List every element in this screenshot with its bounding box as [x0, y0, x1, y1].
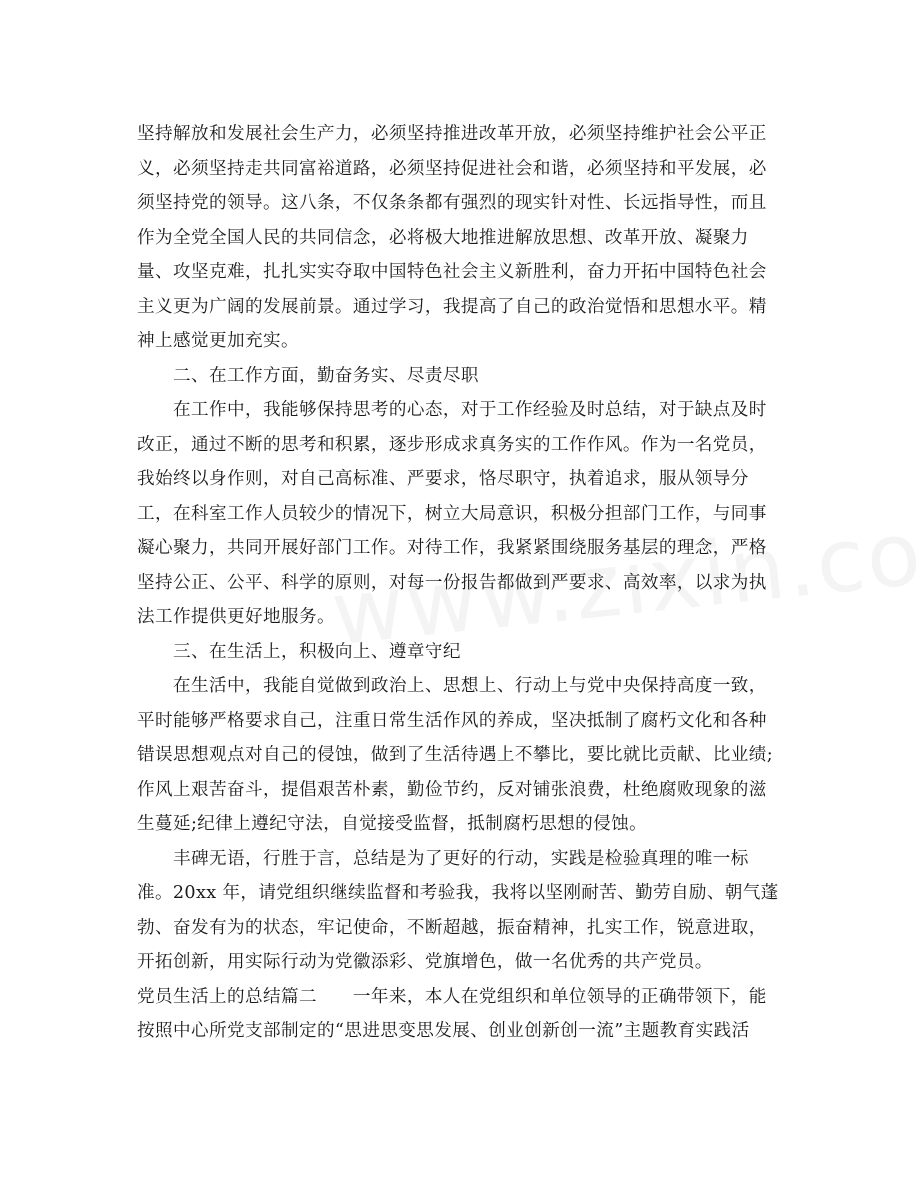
text-line: 准。20xx 年，请党组织继续监督和考验我，我将以坚刚耐苦、勤劳自励、朝气蓬: [137, 883, 779, 903]
text-line: 神上感觉更加充实。: [137, 331, 299, 351]
text-line: 二、在工作方面，勤奋务实、尽责尽职: [137, 365, 479, 386]
document-body: [137, 117, 777, 1049]
text-line: 丰碑无语，行胜于言，总结是为了更好的行动，实践是检验真理的唯一标: [137, 848, 749, 869]
text-line: 改正，通过不断的思考和积累，逐步形成求真务实的工作作风。作为一名党员，: [137, 434, 767, 455]
text-line: 须坚持党的领导。这八条，不仅条条都有强烈的现实针对性、长远指导性，而且: [137, 193, 767, 213]
text-line: 在工作中，我能够保持思考的心态，对于工作经验及时总结，对于缺点及时: [137, 400, 767, 420]
text-line: 作风上艰苦奋斗，提倡艰苦朴素，勤俭节约，反对铺张浪费，杜绝腐败现象的滋: [137, 779, 767, 800]
text-line: 法工作提供更好地服务。: [137, 607, 335, 627]
text-line: 开拓创新，用实际行动为党徽添彩、党旗增色，做一名优秀的共产党员。: [137, 952, 713, 972]
text-line: 平时能够严格要求自己，注重日常生活作风的养成，坚决抵制了腐朽文化和各种: [137, 710, 767, 731]
text-line: 错误思想观点对自己的侵蚀，做到了生活待遇上不攀比，要比就比贡献、比业绩;: [137, 745, 774, 765]
text-line: 量、攻坚克难，扎扎实实夺取中国特色社会主义新胜利，奋力开拓中国特色社会: [137, 262, 767, 282]
text-line: 三、在生活上，积极向上、遵章守纪: [137, 641, 461, 662]
text-line: 坚持解放和发展社会生产力，必须坚持推进改革开放，必须坚持维护社会公平正: [137, 124, 767, 144]
text-line: 作为全党全国人民的共同信念，必将极大地推进解放思想、改革开放、凝聚力: [137, 227, 749, 248]
text-line: 我始终以身作则，对自己高标准、严要求，恪尽职守，执着追求，服从领导分: [137, 469, 749, 489]
text-line: 在生活中，我能自觉做到政治上、思想上、行动上与党中央保持高度一致，: [137, 676, 767, 696]
text-line: 坚持公正、公平、科学的原则，对每一份报告都做到严要求、高效率，以求为执: [137, 572, 767, 593]
text-line: 生蔓延;纪律上遵纪守法，自觉接受监督，抵制腐朽思想的侵蚀。: [137, 814, 648, 834]
text-line: 工，在科室工作人员较少的情况下，树立大局意识，积极分担部门工作，与同事: [137, 503, 767, 524]
text-line: 义，必须坚持走共同富裕道路，必须坚持促进社会和谐，必须坚持和平发展，必: [137, 158, 767, 179]
text-line: 勃、奋发有为的状态，牢记使命，不断超越，振奋精神，扎实工作，锐意进取，: [137, 917, 767, 938]
text-line: 按照中心所党支部制定的“思进思变思发展、创业创新创一流”主题教育实践活: [137, 1021, 750, 1041]
text-line: 主义更为广阔的发展前景。通过学习，我提高了自己的政治觉悟和思想水平。精: [137, 296, 767, 317]
text-line: 党员生活上的总结篇二 一年来，本人在党组织和单位领导的正确带领下，能: [137, 986, 767, 1007]
text-line: 凝心聚力，共同开展好部门工作。对待工作，我紧紧围绕服务基层的理念，严格: [137, 538, 767, 558]
